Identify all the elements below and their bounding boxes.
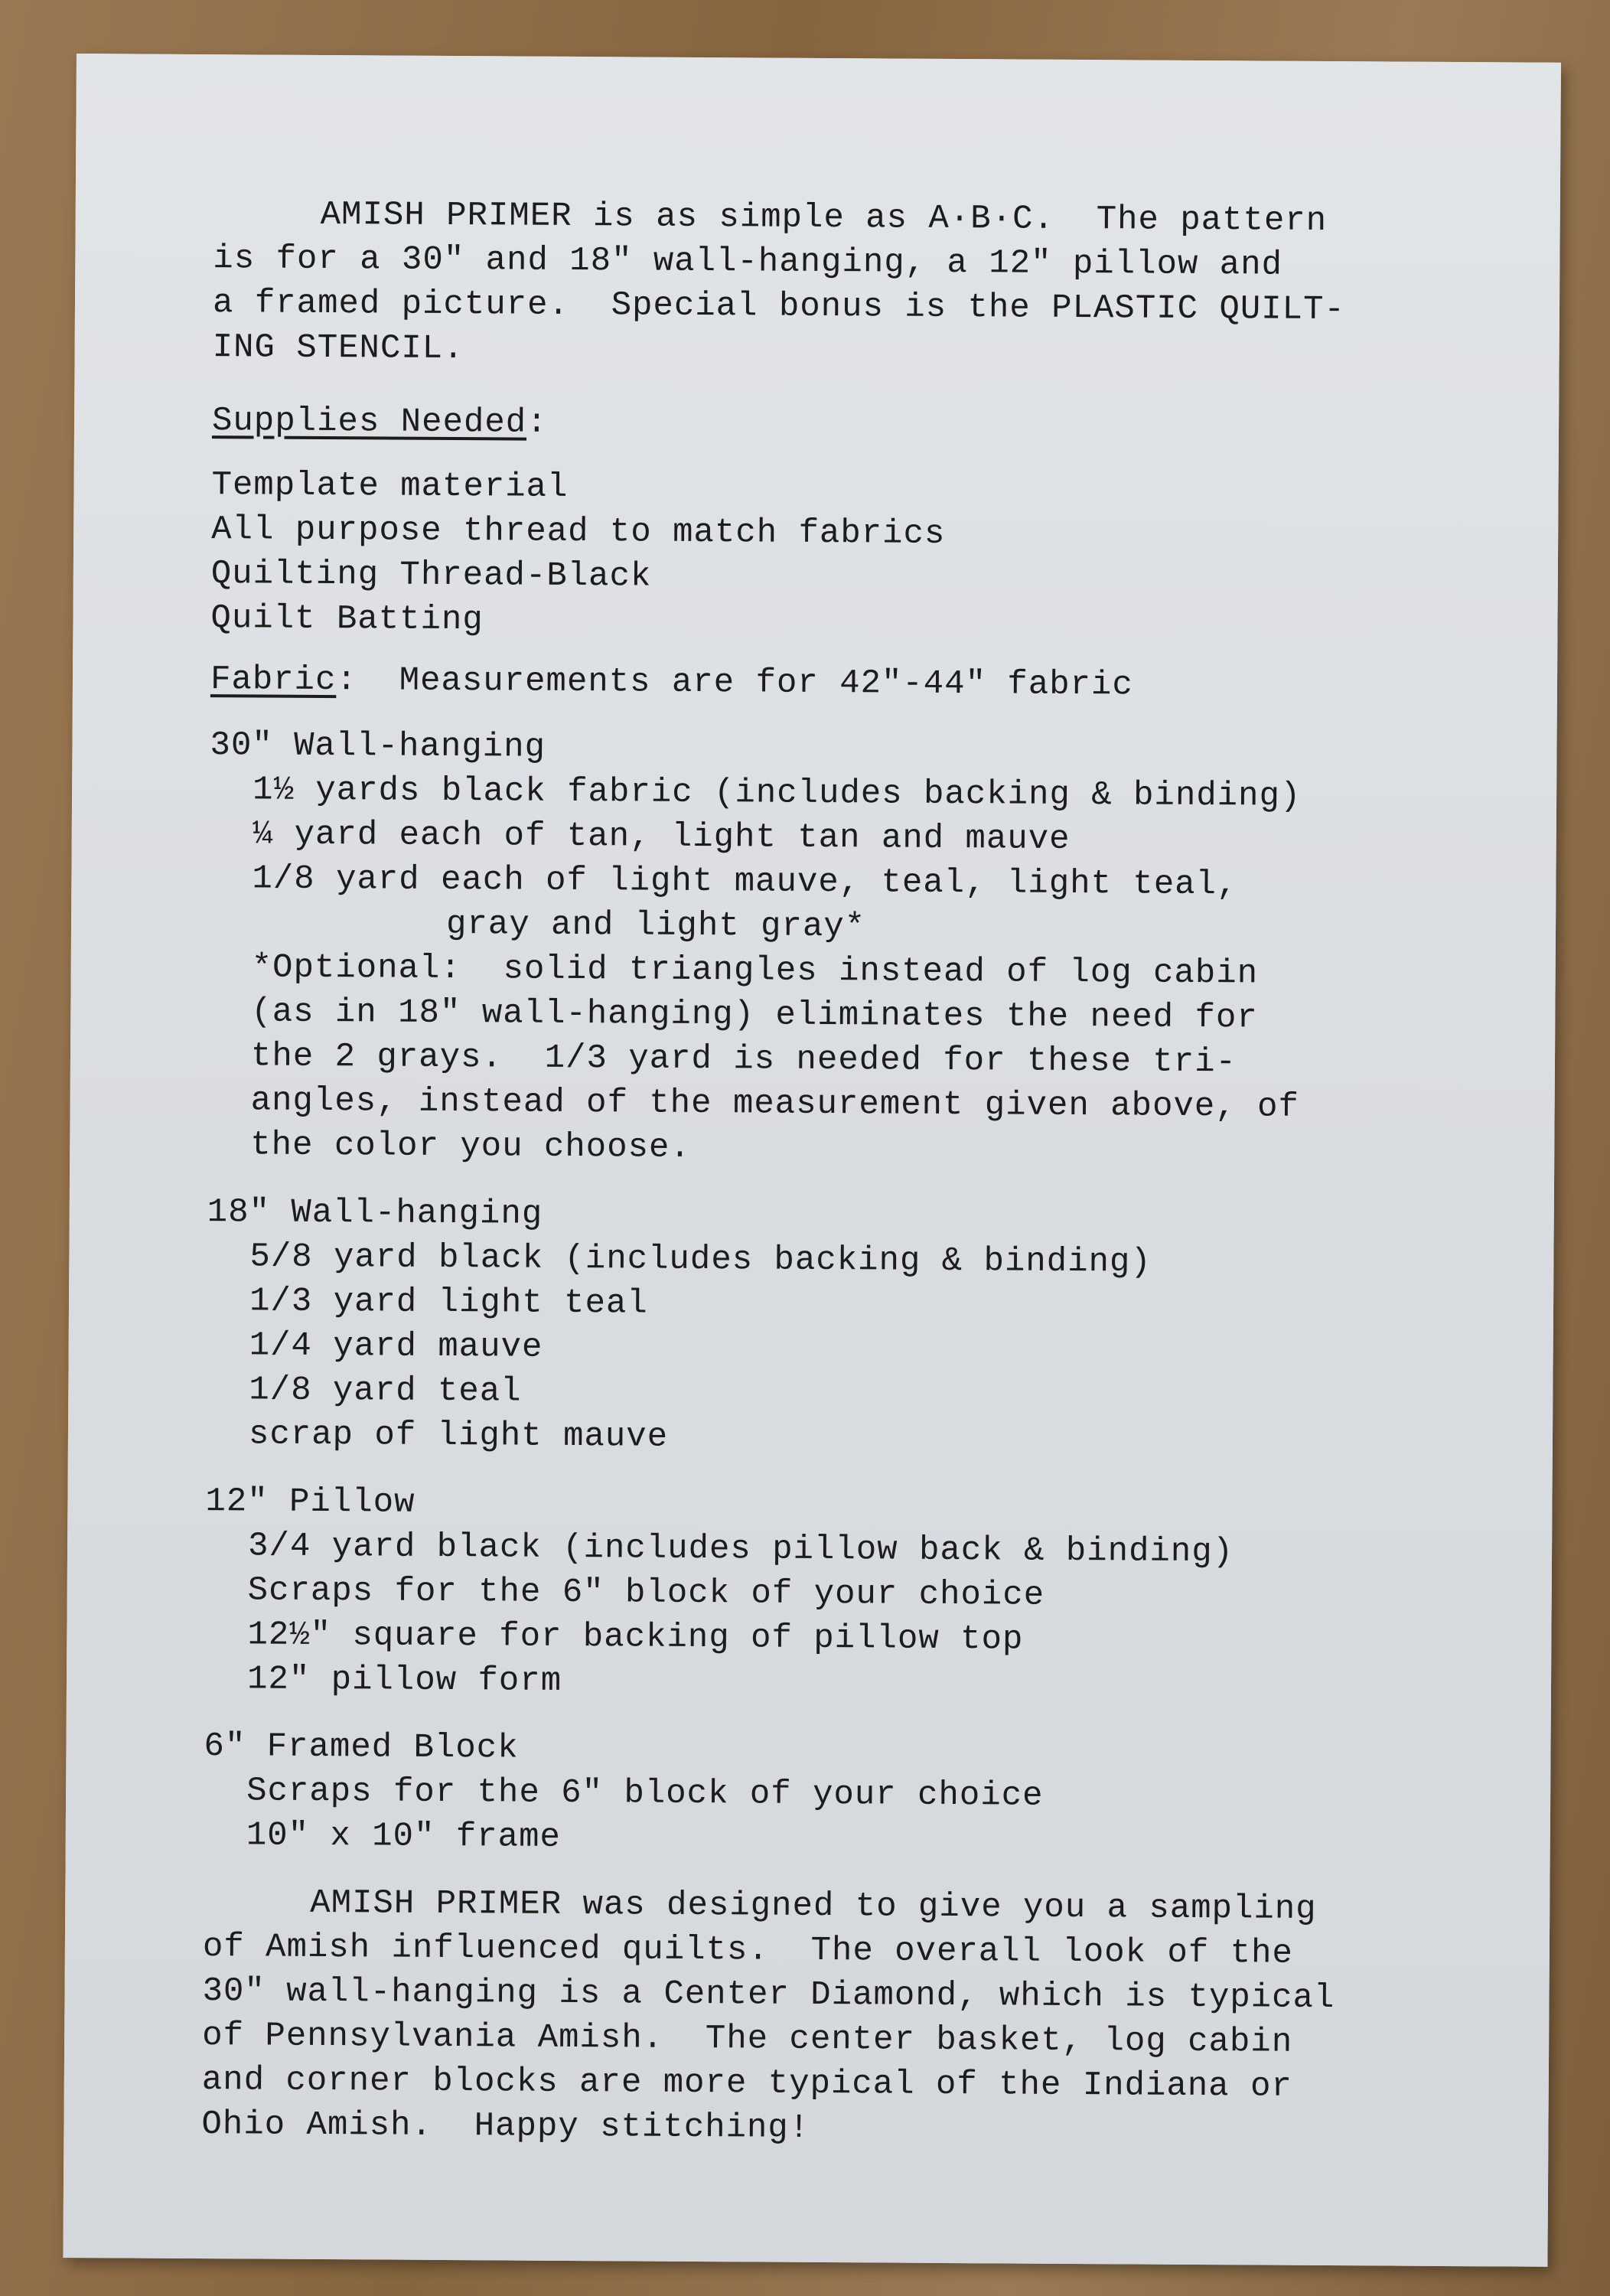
framed-line: 10" x 10" frame bbox=[246, 1816, 562, 1857]
pillow-line: 12" pillow form bbox=[246, 1660, 562, 1701]
closing-line: AMISH PRIMER was designed to give you a sampling bbox=[310, 1883, 1317, 1929]
wall30-optional-line: (as in 18" wall-hanging) eliminates the need for bbox=[251, 993, 1258, 1038]
fabric-heading-suffix: : Measurements are for 42"-44" fabric bbox=[336, 661, 1133, 705]
supplies-heading-text: Supplies Needed bbox=[211, 402, 527, 442]
closing-line: 30" wall-hanging is a Center Diamond, which is typical bbox=[202, 1972, 1335, 2018]
framed-section bbox=[204, 1724, 1505, 1865]
intro-line: a framed picture. Special bonus is the PLASTIC QUILT- bbox=[212, 284, 1345, 330]
fabric-heading-text: Fabric bbox=[210, 660, 337, 700]
framed-line: Scraps for the 6" block of your choice bbox=[246, 1772, 1044, 1815]
wall18-line: 1/8 yard teal bbox=[249, 1371, 522, 1411]
wall18-line: scrap of light mauve bbox=[248, 1415, 669, 1456]
wall30-optional-line: the 2 grays. 1/3 yard is needed for these tri- bbox=[250, 1037, 1237, 1082]
intro-paragraph bbox=[212, 192, 1514, 377]
wall18-line: 1/4 yard mauve bbox=[249, 1326, 543, 1367]
wall30-section bbox=[207, 723, 1511, 1175]
framed-title: 6" Framed Block bbox=[204, 1727, 519, 1768]
intro-line: ING STENCIL. bbox=[212, 328, 464, 369]
intro-line: AMISH PRIMER is as simple as A·B·C. The pattern bbox=[320, 195, 1328, 240]
wall18-section bbox=[206, 1190, 1508, 1464]
pillow-line: 12½" square for backing of pillow top bbox=[247, 1616, 1024, 1659]
wall30-optional-line: the color you choose. bbox=[250, 1126, 691, 1167]
wall30-optional-line: *Optional: solid triangles instead of log cabin bbox=[251, 948, 1259, 993]
supply-item: Template material bbox=[211, 466, 569, 507]
wall18-line: 5/8 yard black (includes backing & binding) bbox=[249, 1238, 1152, 1282]
closing-line: Ohio Amish. Happy stitching! bbox=[201, 2105, 810, 2148]
closing-line: and corner blocks are more typical of the Indiana or bbox=[201, 2061, 1292, 2106]
wall30-continuation: gray and light gray* bbox=[445, 905, 866, 947]
paper-sheet bbox=[63, 54, 1561, 2267]
supplies-list bbox=[210, 463, 1512, 648]
supplies-heading bbox=[212, 399, 1513, 451]
pillow-line: 3/4 yard black (includes pillow back & binding) bbox=[247, 1527, 1234, 1572]
wall30-title: 30" Wall-hanging bbox=[210, 726, 546, 767]
supply-item: Quilt Batting bbox=[210, 599, 484, 640]
closing-line: of Pennsylvania Amish. The center basket, log cabin bbox=[202, 2017, 1293, 2062]
wall30-line: ¼ yard each of tan, light tan and mauve bbox=[252, 815, 1071, 859]
wall30-line: 1/8 yard each of light mauve, teal, light teal, bbox=[252, 859, 1238, 905]
closing-paragraph bbox=[201, 1880, 1504, 2154]
supplies-section bbox=[210, 399, 1513, 648]
pillow-title: 12" Pillow bbox=[205, 1482, 416, 1522]
supplies-heading-suffix: : bbox=[526, 403, 548, 442]
intro-line: is for a 30" and 18" wall-hanging, a 12" pillow and bbox=[213, 240, 1283, 285]
pillow-line: Scraps for the 6" block of your choice bbox=[247, 1571, 1045, 1615]
wall30-line: 1½ yards black fabric (includes backing & binding) bbox=[252, 771, 1302, 816]
supply-item: Quilting Thread-Black bbox=[210, 555, 652, 596]
supply-item: All purpose thread to match fabrics bbox=[211, 510, 946, 553]
wall18-line: 1/3 yard light teal bbox=[249, 1282, 648, 1323]
fabric-heading bbox=[210, 657, 1511, 709]
wall18-title: 18" Wall-hanging bbox=[207, 1193, 543, 1234]
pillow-section bbox=[204, 1479, 1507, 1709]
wall30-optional-line: angles, instead of the measurement given above, of bbox=[250, 1081, 1299, 1127]
closing-line: of Amish influenced quilts. The overall look of the bbox=[202, 1928, 1294, 1973]
document-body bbox=[201, 192, 1514, 2154]
fabric-section bbox=[210, 657, 1511, 709]
